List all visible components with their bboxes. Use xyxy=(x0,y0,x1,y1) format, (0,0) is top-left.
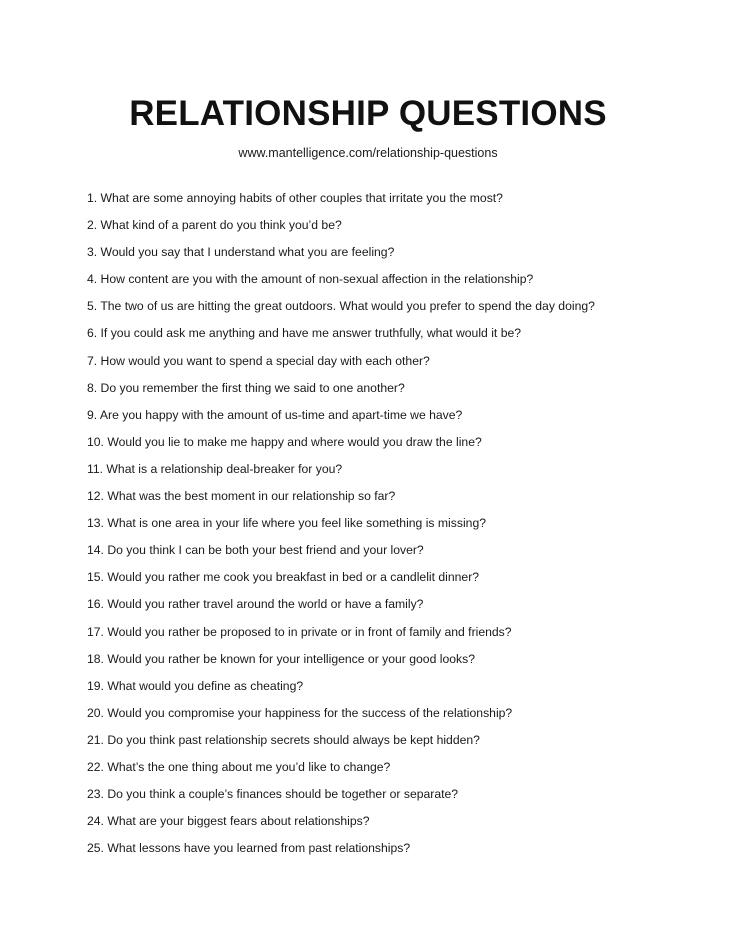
question-item: 14. Do you think I can be both your best friend and your lover? xyxy=(87,543,424,558)
question-item: 23. Do you think a couple’s finances should be together or separate? xyxy=(87,787,459,802)
question-item: 20. Would you compromise your happiness for the success of the relationship? xyxy=(87,705,513,720)
question-item: 24. What are your biggest fears about relationships? xyxy=(87,814,370,829)
question-item: 8. Do you remember the first thing we said to one another? xyxy=(87,380,405,395)
question-item: 9. Are you happy with the amount of us-time and apart-time we have? xyxy=(87,407,463,422)
question-item: 18. Would you rather be known for your intelligence or your good looks? xyxy=(87,651,475,666)
question-item: 12. What was the best moment in our relationship so far? xyxy=(87,489,396,504)
question-item: 2. What kind of a parent do you think you’d be? xyxy=(87,218,342,233)
question-item: 13. What is one area in your life where you feel like something is missing? xyxy=(87,516,486,531)
question-item: 25. What lessons have you learned from past relationships? xyxy=(87,841,411,856)
page-title: RELATIONSHIP QUESTIONS xyxy=(129,94,607,133)
question-item: 21. Do you think past relationship secrets should always be kept hidden? xyxy=(87,732,480,747)
question-item: 7. How would you want to spend a special day with each other? xyxy=(87,353,430,368)
question-item: 22. What’s the one thing about me you’d like to change? xyxy=(87,759,391,774)
question-item: 3. Would you say that I understand what you are feeling? xyxy=(87,245,395,260)
question-item: 19. What would you define as cheating? xyxy=(87,678,304,693)
question-item: 5. The two of us are hitting the great outdoors. What would you prefer to spend the day doing? xyxy=(87,299,595,314)
question-item: 10. Would you lie to make me happy and where would you draw the line? xyxy=(87,434,482,449)
question-item: 15. Would you rather me cook you breakfast in bed or a candlelit dinner? xyxy=(87,570,480,585)
question-item: 17. Would you rather be proposed to in private or in front of family and friends? xyxy=(87,624,512,639)
question-item: 4. How content are you with the amount of non-sexual affection in the relationship? xyxy=(87,272,534,287)
source-url: www.mantelligence.com/relationship-questions xyxy=(238,146,498,160)
question-list xyxy=(87,189,707,866)
question-item: 11. What is a relationship deal-breaker for you? xyxy=(87,461,343,476)
question-item: 1. What are some annoying habits of other couples that irritate you the most? xyxy=(87,191,503,205)
question-item: 16. Would you rather travel around the world or have a family? xyxy=(87,597,424,612)
question-item: 6. If you could ask me anything and have me answer truthfully, what would it be? xyxy=(87,326,522,341)
